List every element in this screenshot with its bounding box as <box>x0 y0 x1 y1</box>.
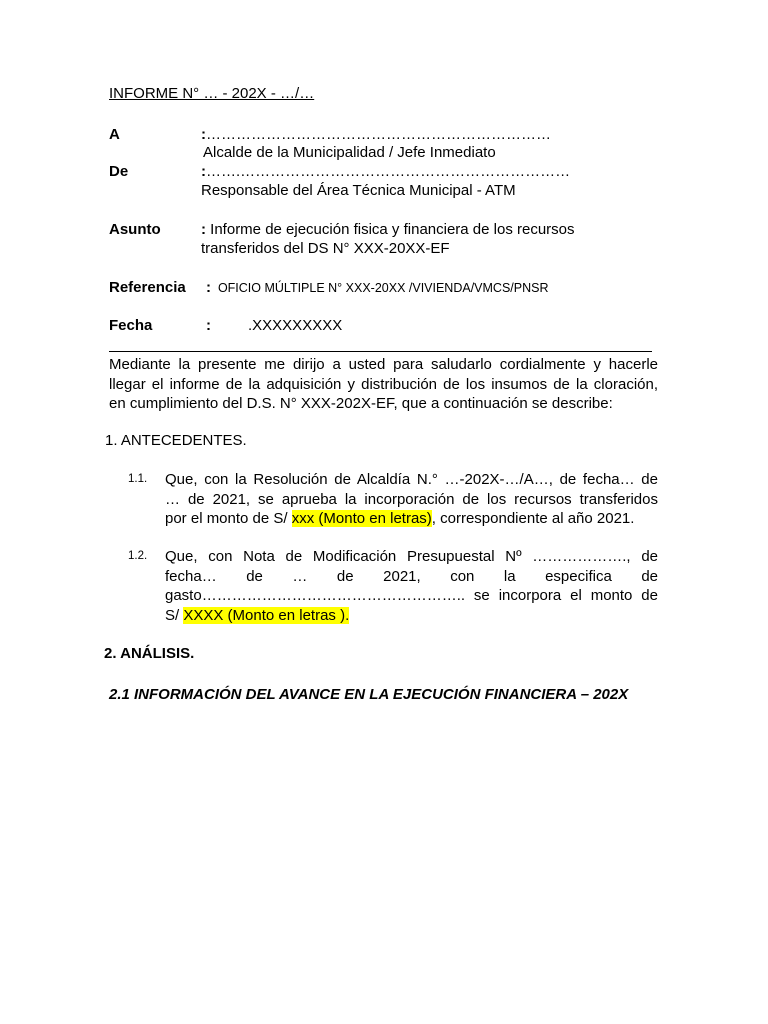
text: , correspondiente al año 2021. <box>431 510 635 527</box>
item-line: Que, con Nota de Modificación Presupuestal Nº ………………., de <box>165 548 658 565</box>
label-referencia: Referencia <box>109 279 186 296</box>
item-line <box>165 606 658 626</box>
field-asunto-line1 <box>201 221 575 238</box>
item-1-2-number: 1.2. <box>128 550 148 562</box>
item-1-2-text <box>165 547 658 625</box>
field-de-name: Responsable del Área Técnica Municipal - ATM <box>201 182 516 199</box>
field-asunto-line2: transferidos del DS N° XXX-20XX-EF <box>201 240 450 257</box>
colon: : <box>206 279 211 296</box>
section-2-1-heading: 2.1 INFORMACIÓN DEL AVANCE EN LA EJECUCIÓN FINANCIERA – 202X <box>109 686 629 703</box>
colon: : <box>201 221 206 238</box>
field-referencia <box>206 279 549 296</box>
item-line: fecha… de … de 2021, con la especifica de <box>165 567 658 585</box>
field-de-dots <box>201 163 570 180</box>
section-antecedentes-heading: 1. ANTECEDENTES. <box>105 432 247 449</box>
field-a-name: Alcalde de la Municipalidad / Jefe Inmediato <box>203 144 496 161</box>
intro-line: Mediante la presente me dirijo a usted para saludarlo cordialmente y hacerle <box>109 356 658 373</box>
item-line: … de 2021, se aprueba la incorporación de los recursos transferidos <box>165 490 658 508</box>
report-title: INFORME N° … - 202X - …/… <box>109 85 315 102</box>
referencia-value: OFICIO MÚLTIPLE N° XXX-20XX /VIVIENDA/VMCS/PNSR <box>217 281 549 295</box>
item-line: gasto…………………………………………….. se incorpora el monto de <box>165 587 658 604</box>
text: S/ <box>165 606 184 624</box>
intro-line: llegar el informe de la adquisición y distribución de los insumos de la cloración, <box>109 375 658 393</box>
header-divider <box>109 351 652 352</box>
highlighted-amount: xxx (Monto en letras) <box>291 510 432 527</box>
dots: …….………………………………………………………… <box>206 163 571 180</box>
intro-line: en cumplimiento del D.S. N° XXX-202X-EF, que a continuación se describe: <box>109 395 613 412</box>
fecha-colon: : <box>206 317 211 334</box>
item-line <box>165 509 658 529</box>
label-a: A <box>109 126 120 143</box>
fecha-value: .XXXXXXXXX <box>248 317 343 334</box>
asunto-text: Informe de ejecución fisica y financiera de los recursos <box>210 221 575 238</box>
colon: : <box>201 126 206 143</box>
item-1-1-text <box>165 470 658 529</box>
highlighted-amount: XXXX (Monto en letras ). <box>183 606 350 624</box>
intro-paragraph <box>109 355 658 414</box>
dots: …………………………………………………………… <box>206 126 551 143</box>
text: por el monto de S/ <box>165 510 292 527</box>
label-de: De <box>109 163 129 180</box>
item-1-1-number: 1.1. <box>128 473 148 485</box>
label-fecha: Fecha <box>109 317 153 334</box>
label-asunto: Asunto <box>109 221 161 238</box>
item-line: Que, con la Resolución de Alcaldía N.° …-202X-…/A…, de fecha… de <box>165 471 658 488</box>
field-a-dots <box>201 126 551 143</box>
colon: : <box>201 163 206 180</box>
section-analisis-heading: 2. ANÁLISIS. <box>104 645 195 662</box>
